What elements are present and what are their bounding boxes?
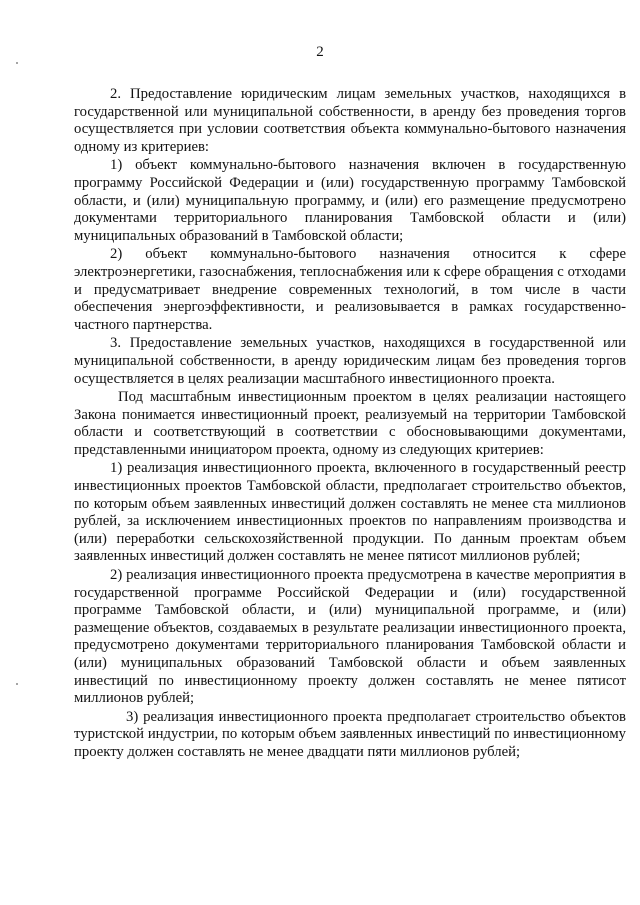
paragraph-3-item-3: 3) реализация инвестиционного проекта предполагает строительство объектов туристской индустрии, по которым объем заявленных инвестиций по инвестиционному проекту должен составлять не менее двадцати пяти миллионов рублей;: [74, 708, 626, 760]
paragraph-2-item-1: 1) объект коммунально-бытового назначения включен в государственную программу Российской Федерации и (или) государственную программу Тамбовской области, и (или) муниципальную программу, и (или) его размещение предусмотрено документами территориального планирования Тамбовской области и (или) муниципальных образований в Тамбовской области;: [74, 157, 626, 244]
page-number: 2: [316, 44, 324, 60]
paragraph-2-item-2: 2) объект коммунально-бытового назначения относится к сфере электроэнергетики, газоснабжения, теплоснабжения или к сфере обращения с отходами и предусматривает внедрение современных технологий, в том числе в части обеспечения энергоэффективности, и реализовывается в рамках государственно-частного партнерства.: [74, 246, 626, 333]
paragraph-3: 3. Предоставление земельных участков, находящихся в государственной или муниципальной собственности, в аренду юридическим лицам без проведения торгов осуществляется в целях реализации масштабного инвестиционного проекта.: [74, 335, 626, 387]
paragraph-definition: Под масштабным инвестиционным проектом в целях реализации настоящего Закона понимается инвестиционный проект, реализуемый на территории Тамбовской области и соответствующий в соответствии с обосновывающими документами, представленными инициатором проекта, одному из следующих критериев:: [74, 389, 626, 458]
scan-mark: [16, 683, 18, 685]
document-body: [74, 86, 626, 763]
paragraph-2: 2. Предоставление юридическим лицам земельных участков, находящихся в государственной или муниципальной собственности, в аренду без проведения торгов осуществляется при условии соответствия объекта коммунально-бытового назначения одному из критериев:: [74, 86, 626, 155]
paragraph-3-item-1: 1) реализация инвестиционного проекта, включенного в государственный реестр инвестиционных проектов Тамбовской области, предполагает строительство объектов, по которым объем заявленных инвестиций должен составлять не менее ста миллионов рублей, за исключением инвестиционных проектов по направлениям производства и (или) переработки сельскохозяйственной продукции. По данным проектам объем заявленных инвестиций должен составлять не менее пятисот миллионов рублей;: [74, 460, 626, 565]
paragraph-3-item-2: 2) реализация инвестиционного проекта предусмотрена в качестве мероприятия в государственной программе Российской Федерации и (или) государственной программе Тамбовской области, и (или) муниципальной программе, и (или) размещение объектов, создаваемых в результате реализации инвестиционного проекта, предусмотрено документами территориального планирования Тамбовской области и (или) муниципальных образований Тамбовской области и объем заявленных инвестиций по инвестиционному проекту должен составлять не менее пятисот миллионов рублей;: [74, 567, 626, 707]
scan-mark: [16, 62, 18, 64]
